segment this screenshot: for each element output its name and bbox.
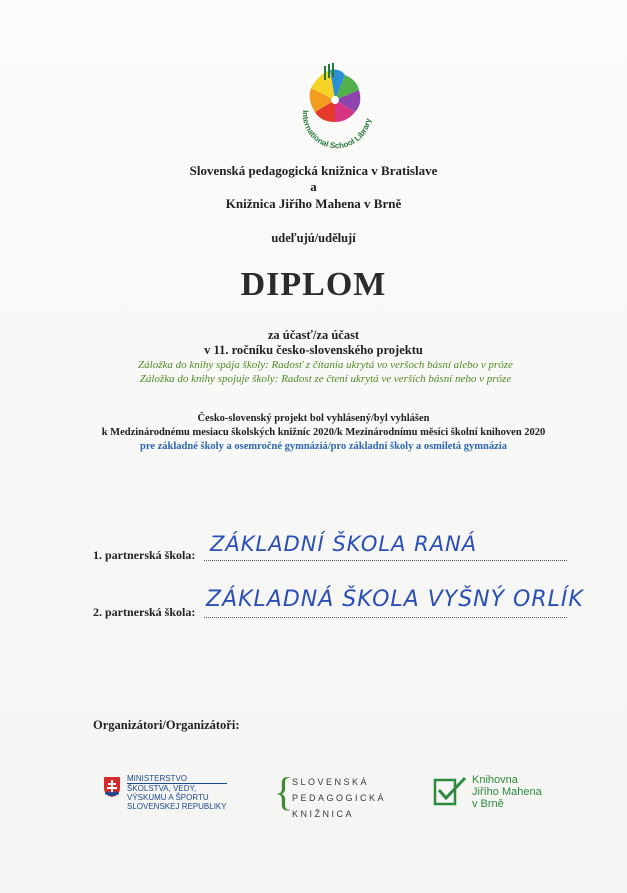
spk-line-2: PEDAGOGICKÁ (292, 793, 387, 803)
kjm-line-2: Jiřího Mahena (472, 786, 542, 798)
ministry-logo (103, 774, 253, 819)
school-types-line: pre základné školy a osemročné gymnáziá/pro základní školy a osmiletá gymnázia (140, 441, 507, 452)
ministry-line-1: MINISTERSTVO (127, 774, 188, 783)
partner-school-1-handwritten: ZÁKLADNÍ ŠKOLA RANÁ (210, 532, 478, 556)
partner-school-2-label: 2. partnerská škola: (93, 605, 196, 619)
kjm-line-3: v Brně (472, 798, 504, 810)
book-check-icon (433, 776, 467, 808)
organizer-1-name: Slovenská pedagogická knižnica v Bratislave (189, 163, 438, 178)
partner-school-1-label: 1. partnerská škola: (93, 548, 196, 562)
spk-line-1: SLOVENSKÁ (292, 777, 370, 787)
slovak-pedagogical-library-logo (274, 770, 404, 820)
motto-czech: Záložka do knihy spojuje školy: Radost ze čtení ukrytá ve verších básní nebo v próze (139, 373, 512, 385)
library-jiri-mahen-logo (433, 774, 563, 819)
organizer-2-name: Knižnica Jiřího Mahena v Brně (225, 196, 402, 211)
conjunction: a (310, 179, 317, 194)
spk-line-3: KNIŽNICA (292, 809, 355, 819)
logo-ring-text: International School Library (300, 109, 373, 151)
partner-school-2-dotted-line (204, 617, 567, 618)
announced-line: Česko-slovenský projekt bol vyhlásený/byl vyhlášen (197, 413, 430, 424)
curly-bracket-icon: { (274, 769, 294, 814)
ministry-line-3: VÝSKUMU A ŠPORTU (127, 793, 209, 802)
edition-line: v 11. ročníku česko-slovenského projektu (204, 343, 423, 357)
kjm-line-1: Knihovna (472, 774, 518, 786)
partner-school-1-dotted-line (204, 560, 567, 561)
motto-slovak: Záložka do knihy spája školy: Radosť z čítania ukrytá vo veršoch básní alebo v próze (138, 359, 513, 371)
participation-line: za účasť/za účast (267, 328, 360, 342)
library-month-line: k Medzinárodnému mesiacu školských knižníc 2020/k Mezinárodnímu měsíci školní knihoven 2020 (101, 427, 546, 438)
award-verb: udeľujú/udělují (271, 231, 356, 245)
partner-school-2-handwritten: ZÁKLADNÁ ŠKOLA VYŠNÝ ORLÍK (206, 587, 584, 612)
logo-graphic (285, 60, 385, 160)
international-school-library-month-logo (285, 60, 385, 160)
organizers-label: Organizátori/Organizátoři: (93, 718, 240, 732)
slovak-coat-of-arms-icon (103, 776, 121, 798)
diploma-title: DIPLOM (240, 266, 387, 303)
ministry-line-2: ŠKOLSTVA, VEDY, (127, 783, 227, 793)
ministry-line-4: SLOVENSKEJ REPUBLIKY (127, 802, 227, 811)
